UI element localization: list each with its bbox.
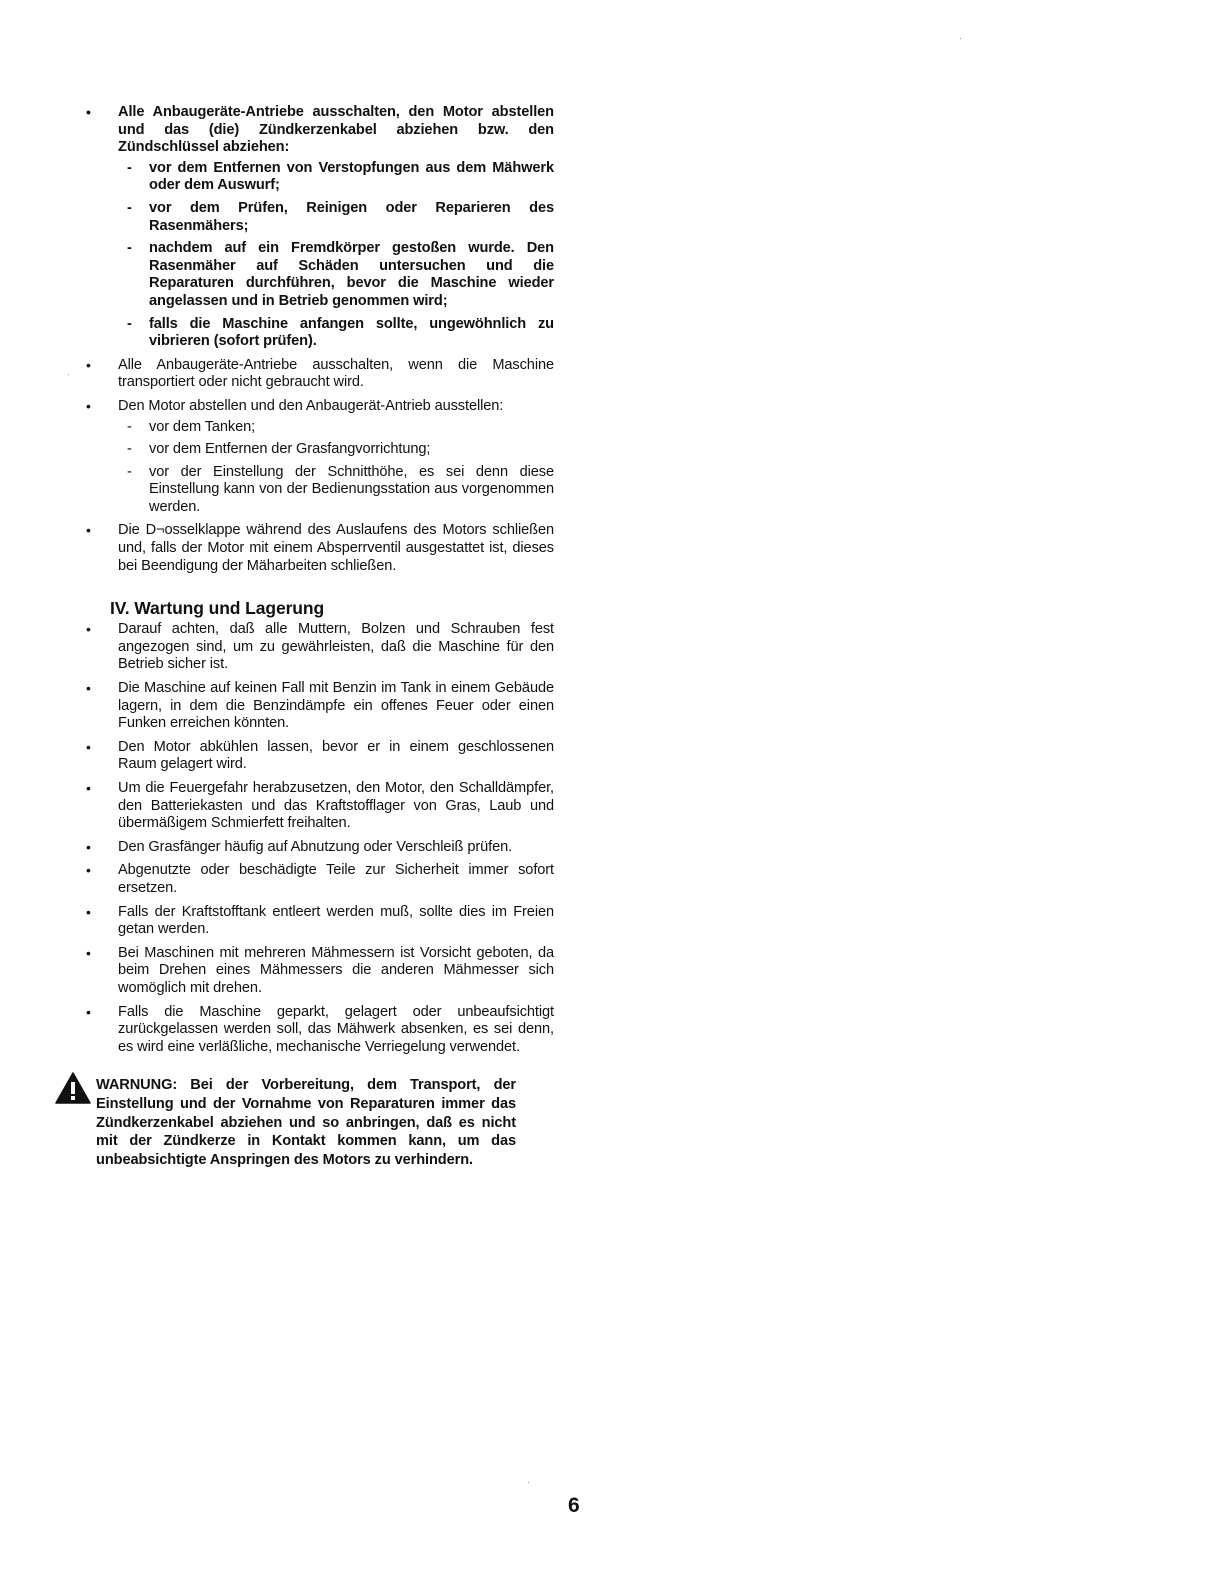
- list-item: • Die Maschine auf keinen Fall mit Benzin im Tank in einem Gebäude lagern, in dem die Benzindämpfe ein offenes Feuer oder einen Funken erreichen könnten.: [86, 680, 554, 733]
- list-item-text: Die D¬osselklappe während des Auslaufens des Motors schließen und, falls der Motor mit einem Absperrventil ausgestattet ist, dieses bei Beendigung der Mäharbeiten schließen.: [118, 522, 554, 574]
- list-item: • Falls die Maschine geparkt, gelagert oder unbeaufsichtigt zurückgelassen werden soll, das Mähwerk absenken, es sei denn, es wird eine verläßliche, mechanische Verriegelung verwendet.: [86, 1004, 554, 1057]
- sub-list: [118, 160, 554, 351]
- list-item: [86, 104, 554, 351]
- scan-speck: [68, 374, 69, 375]
- list-item: • Den Grasfänger häufig auf Abnutzung oder Verschleiß prüfen.: [86, 839, 554, 857]
- sub-list-item: - vor der Einstellung der Schnitthöhe, es sei denn diese Einstellung kann von der Bedienungsstation aus vorgenommen werden.: [118, 464, 554, 517]
- sub-list-item: - vor dem Entfernen der Grasfangvorrichtung;: [118, 441, 554, 459]
- warning-text: WARNUNG: Bei der Vorbereitung, dem Transport, der Einstellung und der Vornahme von Reparaturen immer das Zündkerzenkabel abziehen und so anbringen, daß es nicht mit der Zündkerze in Kontakt kommen kann, um das unbeabsichtigte Anspringen des Motors zu verhindern.: [96, 1077, 516, 1168]
- warning-triangle-icon: [55, 1072, 91, 1104]
- scan-speck: [960, 38, 961, 39]
- warning-block: [86, 1076, 516, 1169]
- list-item-text: Alle Anbaugeräte-Antriebe ausschalten, wenn die Maschine transportiert oder nicht gebraucht wird.: [118, 356, 554, 391]
- list-item: [86, 522, 554, 575]
- section-heading: IV. Wartung und Lagerung: [110, 598, 325, 619]
- list-item: [86, 357, 554, 392]
- sub-list-item: - nachdem auf ein Fremdkörper gestoßen wurde. Den Rasenmäher auf Schäden untersuchen und die Reparaturen durchführen, bevor die Maschine wieder angelassen und in Betrieb genommen wird;: [118, 240, 554, 310]
- sub-list-item: - vor dem Entfernen von Verstopfungen aus dem Mähwerk oder dem Auswurf;: [118, 160, 554, 195]
- list-item: [86, 398, 554, 517]
- list-item: • Bei Maschinen mit mehreren Mähmessern ist Vorsicht geboten, da beim Drehen eines Mähmessers die anderen Mähmesser sich womöglich mit drehen.: [86, 945, 554, 998]
- sub-list: [118, 419, 554, 517]
- list-item: • Darauf achten, daß alle Muttern, Bolzen und Schrauben fest angezogen sind, um zu gewährleisten, daß die Maschine für den Betrieb sicher ist.: [86, 621, 554, 674]
- list-item-text: Den Motor abstellen und den Anbaugerät-Antrieb ausstellen:: [118, 397, 504, 414]
- maintenance-list: [86, 621, 554, 1056]
- text-column: [86, 104, 554, 1169]
- list-item: • Um die Feuergefahr herabzusetzen, den Motor, den Schalldämpfer, den Batteriekasten und das Kraftstofflager von Gras, Laub und übermäßigem Schmierfett freihalten.: [86, 780, 554, 833]
- list-item-text: Alle Anbaugeräte-Antriebe ausschalten, den Motor abstellen und das (die) Zündkerzenkabel abziehen bzw. den Zündschlüssel abziehen:: [118, 104, 554, 156]
- scan-speck: [528, 1482, 529, 1483]
- sub-list-item: - vor dem Tanken;: [118, 419, 554, 437]
- sub-list-item: - vor dem Prüfen, Reinigen oder Reparieren des Rasenmähers;: [118, 200, 554, 235]
- list-item: • Abgenutzte oder beschädigte Teile zur Sicherheit immer sofort ersetzen.: [86, 862, 554, 897]
- safety-list-part1: [86, 104, 554, 575]
- list-item: • Falls der Kraftstofftank entleert werden muß, sollte dies im Freien getan werden.: [86, 904, 554, 939]
- page-number: 6: [568, 1494, 580, 1517]
- list-item: • Den Motor abkühlen lassen, bevor er in einem geschlossenen Raum gelagert wird.: [86, 739, 554, 774]
- sub-list-item: - falls die Maschine anfangen sollte, ungewöhnlich zu vibrieren (sofort prüfen).: [118, 316, 554, 351]
